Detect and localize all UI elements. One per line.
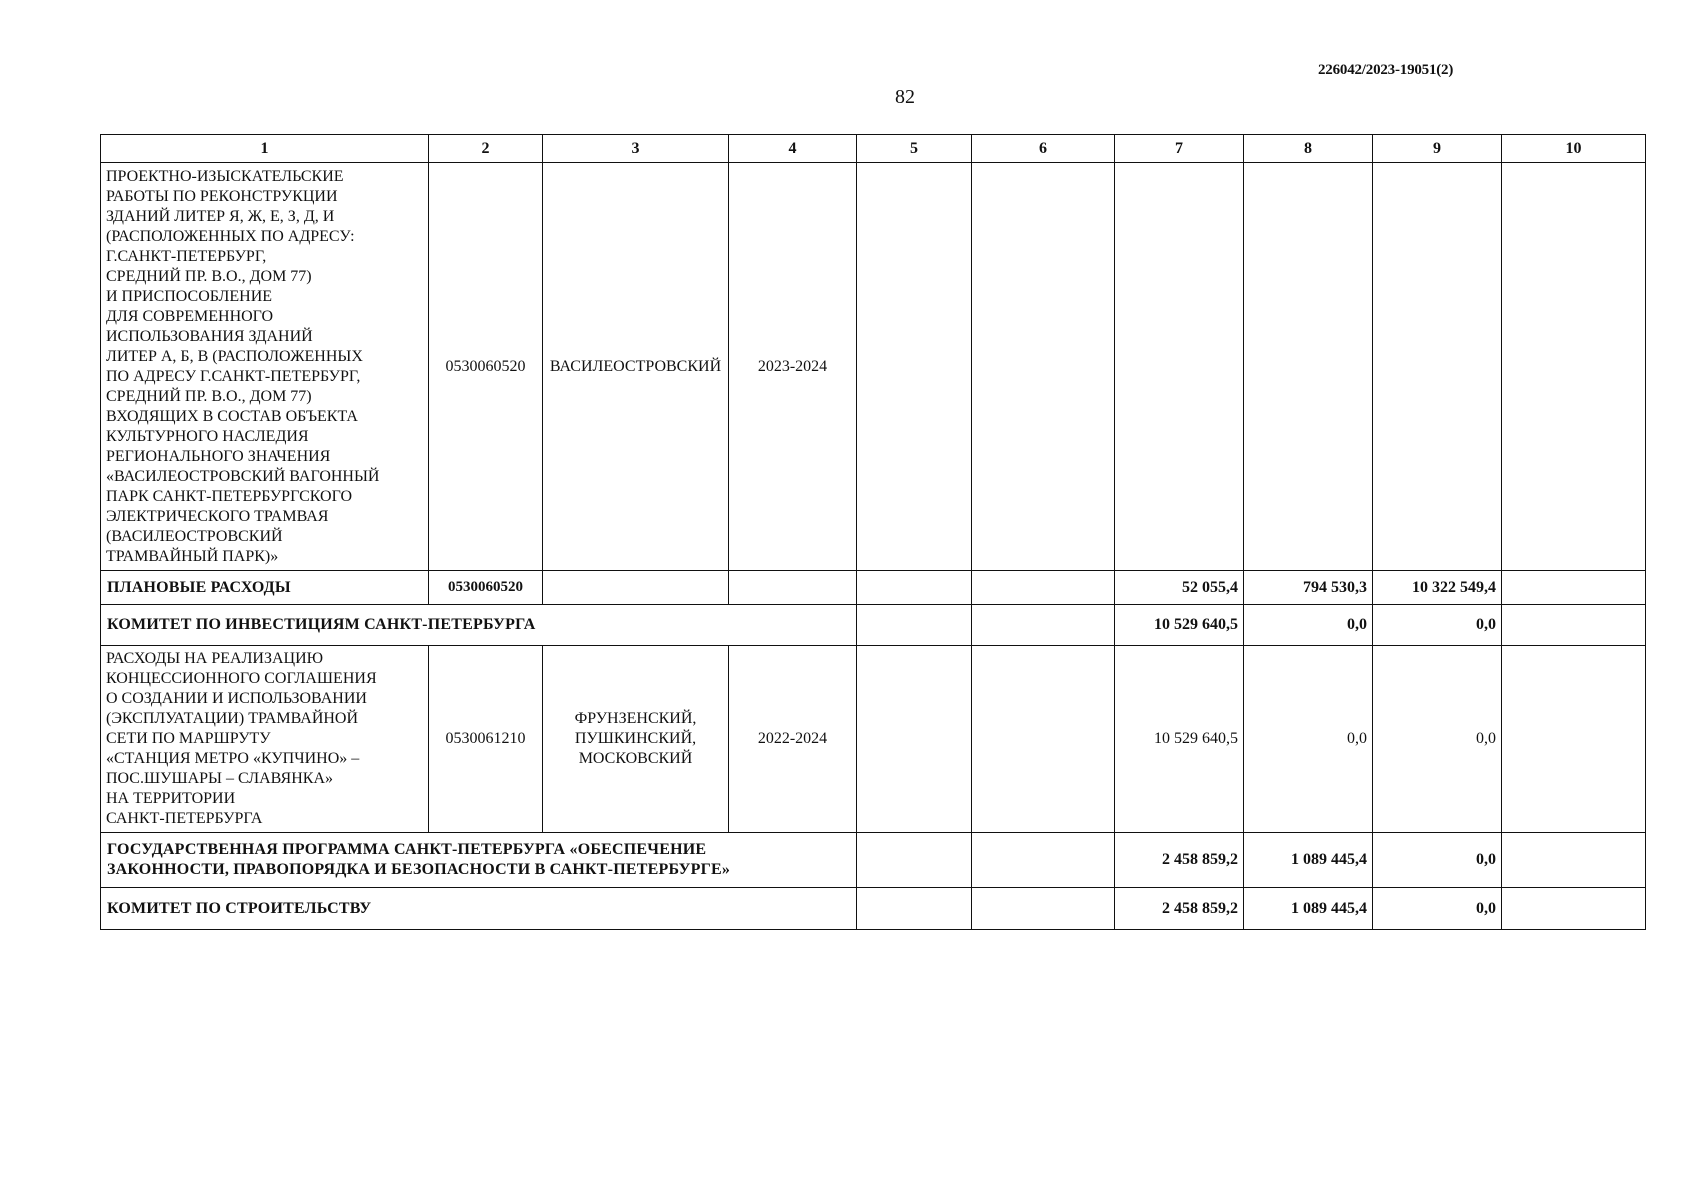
investment-col9-value: 0,0	[1373, 605, 1502, 646]
planned-col4	[729, 571, 857, 605]
concession-period: 2022-2024	[729, 646, 857, 833]
column-header-10: 10	[1502, 135, 1646, 163]
concession-description: РАСХОДЫ НА РЕАЛИЗАЦИЮ КОНЦЕССИОННОГО СОГЛАШЕНИЯ О СОЗДАНИИ И ИСПОЛЬЗОВАНИИ (ЭКСПЛУАТАЦИИ) ТРАМВАЙНОЙ СЕТИ ПО МАРШРУТУ «СТАНЦИЯ МЕТРО «КУПЧИНО» – ПОС.ШУШАРЫ – СЛАВЯНКА» НА ТЕРРИТОРИИ САНКТ-ПЕТЕРБУРГА	[101, 646, 429, 833]
construction-col6	[972, 888, 1115, 930]
construction-committee-label: КОМИТЕТ ПО СТРОИТЕЛЬСТВУ	[101, 888, 857, 930]
budget-table	[100, 134, 1646, 930]
project-district: ВАСИЛЕОСТРОВСКИЙ	[543, 163, 729, 571]
concession-districts: ФРУНЗЕНСКИЙ, ПУШКИНСКИЙ, МОСКОВСКИЙ	[543, 646, 729, 833]
table-row-construction-committee	[101, 888, 1646, 930]
table-row-investment-committee	[101, 605, 1646, 646]
investment-col5	[857, 605, 972, 646]
investment-committee-label: КОМИТЕТ ПО ИНВЕСТИЦИЯМ САНКТ-ПЕТЕРБУРГА	[101, 605, 857, 646]
table-row-state-program	[101, 833, 1646, 888]
column-header-1: 1	[101, 135, 429, 163]
investment-col8-value: 0,0	[1244, 605, 1373, 646]
project-col7	[1115, 163, 1244, 571]
planned-col6	[972, 571, 1115, 605]
state-program-label: ГОСУДАРСТВЕННАЯ ПРОГРАММА САНКТ-ПЕТЕРБУРГА «ОБЕСПЕЧЕНИЕ ЗАКОННОСТИ, ПРАВОПОРЯДКА И БЕЗОПАСНОСТИ В САНКТ-ПЕТЕРБУРГЕ»	[101, 833, 857, 888]
planned-col8-value: 794 530,3	[1244, 571, 1373, 605]
table-row-concession-expenses	[101, 646, 1646, 833]
planned-col10	[1502, 571, 1646, 605]
concession-col5	[857, 646, 972, 833]
column-header-5: 5	[857, 135, 972, 163]
concession-col10	[1502, 646, 1646, 833]
column-header-7: 7	[1115, 135, 1244, 163]
project-col9	[1373, 163, 1502, 571]
concession-col6	[972, 646, 1115, 833]
table-row-planned-expenses	[101, 571, 1646, 605]
construction-col10	[1502, 888, 1646, 930]
investment-col10	[1502, 605, 1646, 646]
column-header-9: 9	[1373, 135, 1502, 163]
construction-col8-value: 1 089 445,4	[1244, 888, 1373, 930]
project-budget-code: 0530060520	[429, 163, 543, 571]
state-program-col8-value: 1 089 445,4	[1244, 833, 1373, 888]
state-program-col9-value: 0,0	[1373, 833, 1502, 888]
project-period: 2023-2024	[729, 163, 857, 571]
planned-budget-code: 0530060520	[429, 571, 543, 605]
state-program-col6	[972, 833, 1115, 888]
column-header-3: 3	[543, 135, 729, 163]
column-header-4: 4	[729, 135, 857, 163]
planned-col7-value: 52 055,4	[1115, 571, 1244, 605]
concession-col8-value: 0,0	[1244, 646, 1373, 833]
column-number-header-row	[101, 135, 1646, 163]
state-program-col10	[1502, 833, 1646, 888]
state-program-col5	[857, 833, 972, 888]
planned-col3	[543, 571, 729, 605]
project-col5	[857, 163, 972, 571]
page-number: 82	[895, 86, 915, 108]
investment-col7-value: 10 529 640,5	[1115, 605, 1244, 646]
concession-budget-code: 0530061210	[429, 646, 543, 833]
planned-expenses-label: ПЛАНОВЫЕ РАСХОДЫ	[101, 571, 429, 605]
planned-col5	[857, 571, 972, 605]
document-number: 226042/2023-19051(2)	[1318, 62, 1454, 78]
construction-col5	[857, 888, 972, 930]
construction-col9-value: 0,0	[1373, 888, 1502, 930]
column-header-6: 6	[972, 135, 1115, 163]
column-header-8: 8	[1244, 135, 1373, 163]
project-col6	[972, 163, 1115, 571]
project-description: ПРОЕКТНО-ИЗЫСКАТЕЛЬСКИЕ РАБОТЫ ПО РЕКОНСТРУКЦИИ ЗДАНИЙ ЛИТЕР Я, Ж, Е, З, Д, И (РАСПОЛОЖЕННЫХ ПО АДРЕСУ: Г.САНКТ-ПЕТЕРБУРГ, СРЕДНИЙ ПР. В.О., ДОМ 77) И ПРИСПОСОБЛЕНИЕ ДЛЯ СОВРЕМЕННОГО ИСПОЛЬЗОВАНИЯ ЗДАНИЙ ЛИТЕР А, Б, В (РАСПОЛОЖЕННЫХ ПО АДРЕСУ Г.САНКТ-ПЕТЕРБУРГ, СРЕДНИЙ ПР. В.О., ДОМ 77) ВХОДЯЩИХ В СОСТАВ ОБЪЕКТА КУЛЬТУРНОГО НАСЛЕДИЯ РЕГИОНАЛЬНОГО ЗНАЧЕНИЯ «ВАСИЛЕОСТРОВСКИЙ ВАГОННЫЙ ПАРК САНКТ-ПЕТЕРБУРГСКОГО ЭЛЕКТРИЧЕСКОГО ТРАМВАЯ (ВАСИЛЕОСТРОВСКИЙ ТРАМВАЙНЫЙ ПАРК)»	[101, 163, 429, 571]
concession-col9-value: 0,0	[1373, 646, 1502, 833]
construction-col7-value: 2 458 859,2	[1115, 888, 1244, 930]
state-program-col7-value: 2 458 859,2	[1115, 833, 1244, 888]
project-col8	[1244, 163, 1373, 571]
concession-col7-value: 10 529 640,5	[1115, 646, 1244, 833]
investment-col6	[972, 605, 1115, 646]
planned-col9-value: 10 322 549,4	[1373, 571, 1502, 605]
table-row-project-reconstruction	[101, 163, 1646, 571]
project-col10	[1502, 163, 1646, 571]
column-header-2: 2	[429, 135, 543, 163]
